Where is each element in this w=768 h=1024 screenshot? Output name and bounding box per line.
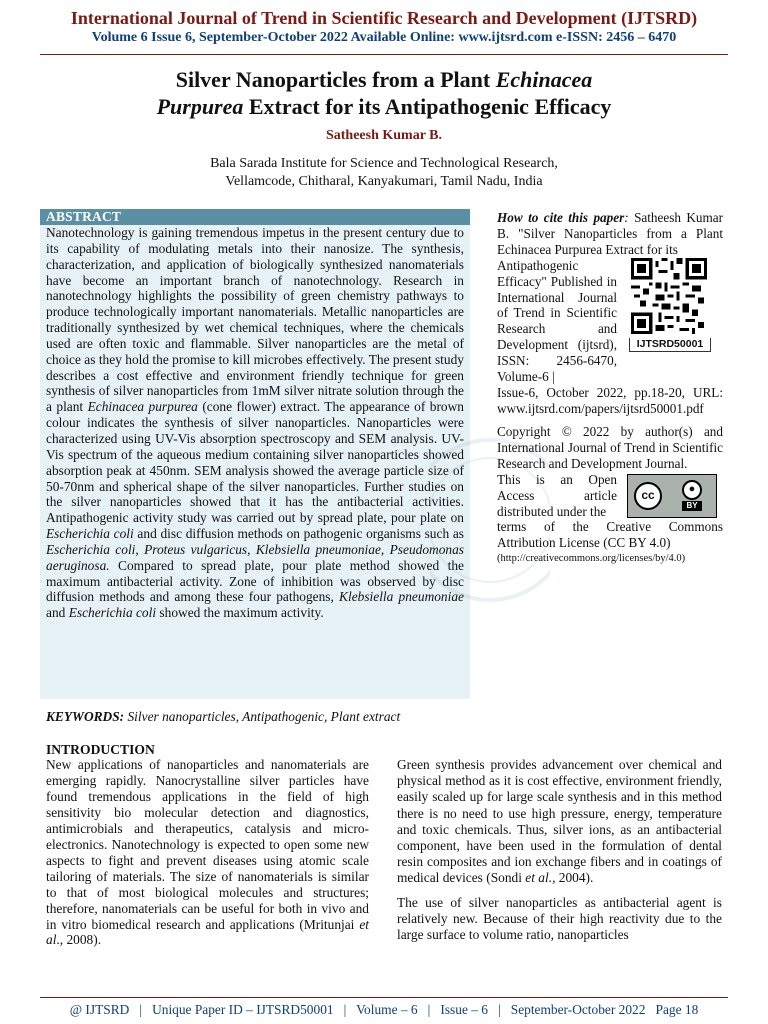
footer-divider (40, 997, 728, 998)
by-icon (674, 478, 710, 514)
abstract-span: Compared to spread plate, pour plate method showed the maximum antibacterial activity. Zone of inhibition was observed by disc diffusion methods and among these four pathogens, (46, 557, 464, 605)
abstract-span: Nanotechnology is gaining tremendous impetus in the present century due to its capability of modulating metals into their nanosize. The synthesis, characterization, and application of biologically synthesized nanomaterials have become an important branch of nanotechnology. Research in nanotechnology highlights the possibility of green chemistry pathways to produce technologically important nanomaterials. Metallic nanoparticles are traditionally synthesized by wet chemical techniques, where the chemicals used are often toxic and flammable. Silver nanoparticles are the metal of choice as they hold the promise to kill microbes effectively. The present study describes a cost effective and environment friendly technique for green synthesis of silver nanoparticles from 1mM silver nitrate solution through the a plant (46, 225, 464, 415)
keywords (46, 709, 400, 725)
abstract-box (40, 209, 470, 699)
citation-left: Antipathogenic Efficacy" Published in International Journal of Trend in Scientific Research and Development (ijtsrd), ISSN: 2456-6470, Volume-6 | (497, 257, 617, 385)
introduction-right-column (397, 757, 722, 951)
copyright-top: Copyright © 2022 by author(s) and International Journal of Trend in Scientific Research and Development Journal. (497, 424, 723, 471)
abstract-italic: Echinacea purpurea (87, 399, 198, 415)
citation-block (497, 210, 723, 417)
keywords-text: Silver nanoparticles, Antipathogenic, Plant extract (124, 709, 401, 724)
paper-title (0, 66, 768, 120)
abstract-span: (cone flower) extract. The appearance of brown colour indicates the synthesis of silver nanoparticles. Nanoparticles were characterized using UV-Vis absorption spectroscopy and SEM analysis. UV-Vis spectrum of the aqueous medium containing silver nanoparticles showed absorption peak at 450nm. SEM analysis showed the average particle size of 50-70nm and spherical shape of the silver nanoparticles. Further studies on the silver nanoparticles showed that it has the antibacterial activities. Antipathogenic activity study was carried out by spread plate, pour plate on (46, 399, 464, 526)
affiliation-line: Bala Sarada Institute for Science and Technological Research, (210, 156, 558, 171)
keywords-label: KEYWORDS: (46, 709, 125, 724)
title-part-italic: Purpurea (156, 94, 244, 119)
text-span: Green synthesis provides advancement over chemical and physical method as it is cost effective, environment friendly, easily scaled up for large scale synthesis and in this method there is no need to use high pressure, energy, temperature and toxic chemicals. Thus, silver ions, as an antibacterial component, have been used in the formulation of dental resin composites and ion exchange fibers and in coatings of medical devices (Sondi (397, 757, 722, 886)
person-icon: ● (682, 480, 702, 500)
paragraph: The use of silver nanoparticles as antibacterial agent is relatively new. Because of their high reactivity due to the large surface to volume ratio, nanoparticles (397, 894, 722, 943)
text-italic: et al (46, 916, 369, 948)
qr-code-icon[interactable] (629, 258, 709, 334)
citation-text: Satheesh Kumar B. "Silver Nanoparticles from a Plant Echinacea Purpurea Extract for its (497, 210, 724, 257)
affiliation (0, 155, 768, 191)
abstract-italic: Escherichia coli, Proteus vulgaricus, Klebsiella pneumoniae, Pseudomonas aeruginosa. (46, 541, 464, 573)
abstract-italic: Escherichia coli (46, 526, 134, 542)
journal-title: International Journal of Trend in Scientific Research and Development (IJTSRD) (70, 8, 698, 28)
by-label: BY (682, 501, 701, 511)
author-name: Satheesh Kumar B. (325, 128, 443, 143)
cc-by-license-badge[interactable] (627, 474, 717, 518)
abstract-span: and disc diffusion methods on pathogenic organisms such as (133, 526, 464, 542)
title-part: Silver Nanoparticles from a Plant (175, 67, 496, 92)
paragraph (46, 757, 369, 948)
title-part-italic: Echinacea (495, 67, 593, 92)
citation-label: How to cite this paper (497, 210, 625, 225)
cc-icon: cc (634, 482, 662, 510)
citation-top (497, 210, 723, 258)
abstract-heading: ABSTRACT (40, 209, 470, 225)
abstract-italic: Klebsiella pneumoniae (339, 589, 464, 605)
citation-row (497, 258, 723, 385)
license-url-link[interactable]: (http://creativecommons.org/licenses/by/4.0) (497, 553, 686, 565)
header-divider (40, 54, 728, 55)
affiliation-line: Vellamcode, Chitharal, Kanyakumari, Tamil Nadu, India (225, 174, 543, 189)
qr-code-label: IJTSRD50001 (629, 338, 711, 352)
page-footer: @ IJTSRD | Unique Paper ID – IJTSRD50001 | Volume – 6 | Issue – 6 | September-October 2022 Page 18 (69, 1002, 699, 1017)
copyright-bottom: terms of the Creative Commons Attribution License (CC BY 4.0) (497, 519, 723, 551)
copyright-row (497, 472, 723, 520)
qr-area (617, 258, 723, 385)
introduction-left-column (46, 757, 369, 948)
paragraph (397, 757, 722, 887)
abstract-italic: Escherichia coli (68, 605, 157, 621)
copyright-left: This is an Open Access article distributed under the (497, 471, 617, 519)
copyright-block (497, 424, 723, 567)
introduction-heading: INTRODUCTION (46, 742, 155, 757)
citation-bottom: Issue-6, October 2022, pp.18-20, URL: www.ijtsrd.com/papers/ijtsrd50001.pdf (497, 384, 723, 416)
abstract-text (40, 225, 470, 621)
abstract-span: showed the maximum activity. (156, 605, 324, 621)
citation-colon: : (624, 210, 629, 225)
text-span: ., 2008). (56, 932, 102, 948)
text-italic: et al., (525, 870, 556, 886)
abstract-span: and (46, 605, 69, 621)
text-span: New applications of nanoparticles and nanomaterials are emerging rapidly. Nanocrystalline silver particles have found tremendous applications in the field of high sensitivity bio molecular detection and diagnostics, antimicrobials and therapeutics, catalysis and micro-electronics. Nanotechnology is expected to open some new aspects to fight and prevent diseases using atomic scale tailoring of materials. The size of nanomaterials is similar to that of most biological molecules and structures; therefore, nanomaterials can be useful for both in vivo and in vitro biomedical research and applications (Mritunjai (46, 757, 369, 932)
text-span: 2004). (555, 870, 594, 886)
title-part: Extract for its Antipathogenic Efficacy (243, 94, 612, 119)
journal-meta: Volume 6 Issue 6, September-October 2022 Available Online: www.ijtsrd.com e-ISSN: 2456 – 6470 (91, 30, 677, 45)
